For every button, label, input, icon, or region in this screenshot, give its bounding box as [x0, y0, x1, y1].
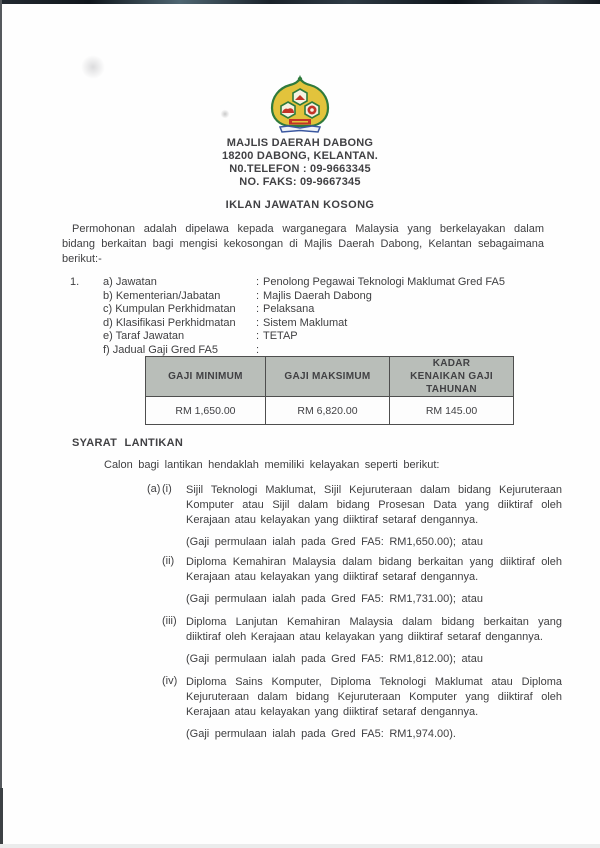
job-field-value: Penolong Pegawai Teknologi Maklumat Gred FA5 — [263, 276, 505, 288]
item-salary-note: (Gaji permulaan ialah pada Gred FA5: RM1,731.00); atau — [186, 593, 483, 605]
job-field-row — [103, 317, 562, 331]
scan-edge-bottom — [0, 844, 600, 848]
qualification-item — [147, 615, 562, 667]
job-field-separator: : — [256, 276, 260, 288]
job-field-label: e) Taraf Jawatan — [103, 330, 185, 343]
item-salary-note: (Gaji permulaan ialah pada Gred FA5: RM1,650.00); atau — [186, 536, 483, 548]
scan-edge-top — [0, 0, 600, 4]
item-text: Diploma Lanjutan Kemahiran Malaysia dalam bidang berkaitan yang diiktiraf oleh Kerajaan atau kelayakan yang diiktiraf setaraf dengannya. — [186, 616, 562, 643]
intro-paragraph: Permohonan adalah dipelawa kepada warganegara Malaysia yang berkelayakan dalam bidang berkaitan bagi mengisi kekosongan di Majlis Daerah Dabong, Kelantan sebagaimana berikut:- — [62, 223, 544, 265]
job-field-separator: : — [256, 289, 260, 302]
job-field-separator: : — [256, 316, 260, 329]
job-field-value: Pelaksana — [263, 303, 315, 316]
item-text: Diploma Kemahiran Malaysia dalam bidang berkaitan yang diiktiraf oleh Kerajaan atau kelayakan yang diiktiraf setaraf dengannya. — [186, 556, 562, 583]
job-field-label: a) Jawatan — [103, 276, 157, 288]
item-number: (ii) — [162, 555, 175, 567]
qualification-item — [147, 483, 562, 550]
item-text: Diploma Sains Komputer, Diploma Teknologi Maklumat atau Diploma Kejuruteraan dalam bidang Kejuruteraan Komputer yang diiktiraf oleh Kerajaan atau kelayakan yang diiktiraf setaraf dengannya. — [186, 676, 562, 718]
job-field-value: Sistem Maklumat — [263, 316, 348, 329]
section-intro: Calon bagi lantikan hendaklah memiliki kelayakan seperti berikut: — [104, 459, 440, 471]
job-field-separator: : — [256, 303, 260, 316]
salary-value-increment: RM 145.00 — [390, 397, 514, 425]
salary-value-min: RM 1,650.00 — [146, 397, 266, 425]
scan-smudge — [80, 54, 106, 80]
job-field-label: f) Jadual Gaji Gred FA5 — [103, 343, 218, 356]
item-number: (i) — [162, 483, 172, 495]
org-name: MAJLIS DAERAH DABONG — [226, 137, 374, 149]
section-heading: SYARAT LANTIKAN — [72, 437, 184, 449]
salary-value-max: RM 6,820.00 — [265, 397, 389, 425]
job-field-list — [103, 276, 562, 358]
org-phone: N0.TELEFON : 09-9663345 — [229, 163, 371, 175]
document-title: IKLAN JAWATAN KOSONG — [225, 199, 375, 211]
job-field-row — [103, 303, 562, 317]
salary-table-value-row — [146, 397, 514, 425]
group-label: (a) — [147, 483, 161, 495]
qualification-item — [147, 675, 562, 742]
item-salary-note: (Gaji permulaan ialah pada Gred FA5: RM1,974.00). — [186, 728, 456, 740]
salary-table — [145, 356, 514, 425]
municipal-crest-icon — [268, 75, 332, 135]
item-number: (iv) — [162, 675, 178, 687]
salary-table-header-row — [146, 357, 514, 397]
org-address: 18200 DABONG, KELANTAN. — [222, 150, 378, 162]
scan-edge-left — [0, 0, 2, 848]
job-field-row — [103, 290, 562, 304]
salary-header-min: GAJI MINIMUM — [146, 357, 266, 397]
qualification-item — [147, 555, 562, 607]
org-fax: NO. FAKS: 09-9667345 — [239, 176, 361, 188]
item-text: Sijil Teknologi Maklumat, Sijil Kejuruteraan dalam bidang Kejuruteraan Komputer atau Sijil dalam bidang Prosesan Data yang diiktiraf oleh Kerajaan atau kelayakan yang diiktiraf setaraf dengannya. — [186, 484, 562, 526]
job-field-label: b) Kementerian/Jabatan — [103, 289, 221, 302]
job-field-row — [103, 330, 562, 344]
letterhead — [0, 137, 600, 189]
salary-header-max: GAJI MAKSIMUM — [265, 357, 389, 397]
job-field-separator: : — [256, 343, 260, 356]
job-field-separator: : — [256, 330, 260, 343]
item-number: (iii) — [162, 615, 177, 627]
scan-speck — [219, 109, 231, 120]
job-number: 1. — [70, 276, 80, 288]
job-field-value: TETAP — [263, 330, 298, 343]
job-field-row — [103, 276, 562, 290]
job-details — [70, 276, 562, 358]
job-field-label: d) Klasifikasi Perkhidmatan — [103, 316, 236, 329]
salary-header-increment: KADAR KENAIKAN GAJI TAHUNAN — [390, 357, 514, 397]
job-field-value: Majlis Daerah Dabong — [263, 289, 372, 302]
item-salary-note: (Gaji permulaan ialah pada Gred FA5: RM1,812.00); atau — [186, 653, 483, 665]
job-field-label: c) Kumpulan Perkhidmatan — [103, 303, 236, 316]
